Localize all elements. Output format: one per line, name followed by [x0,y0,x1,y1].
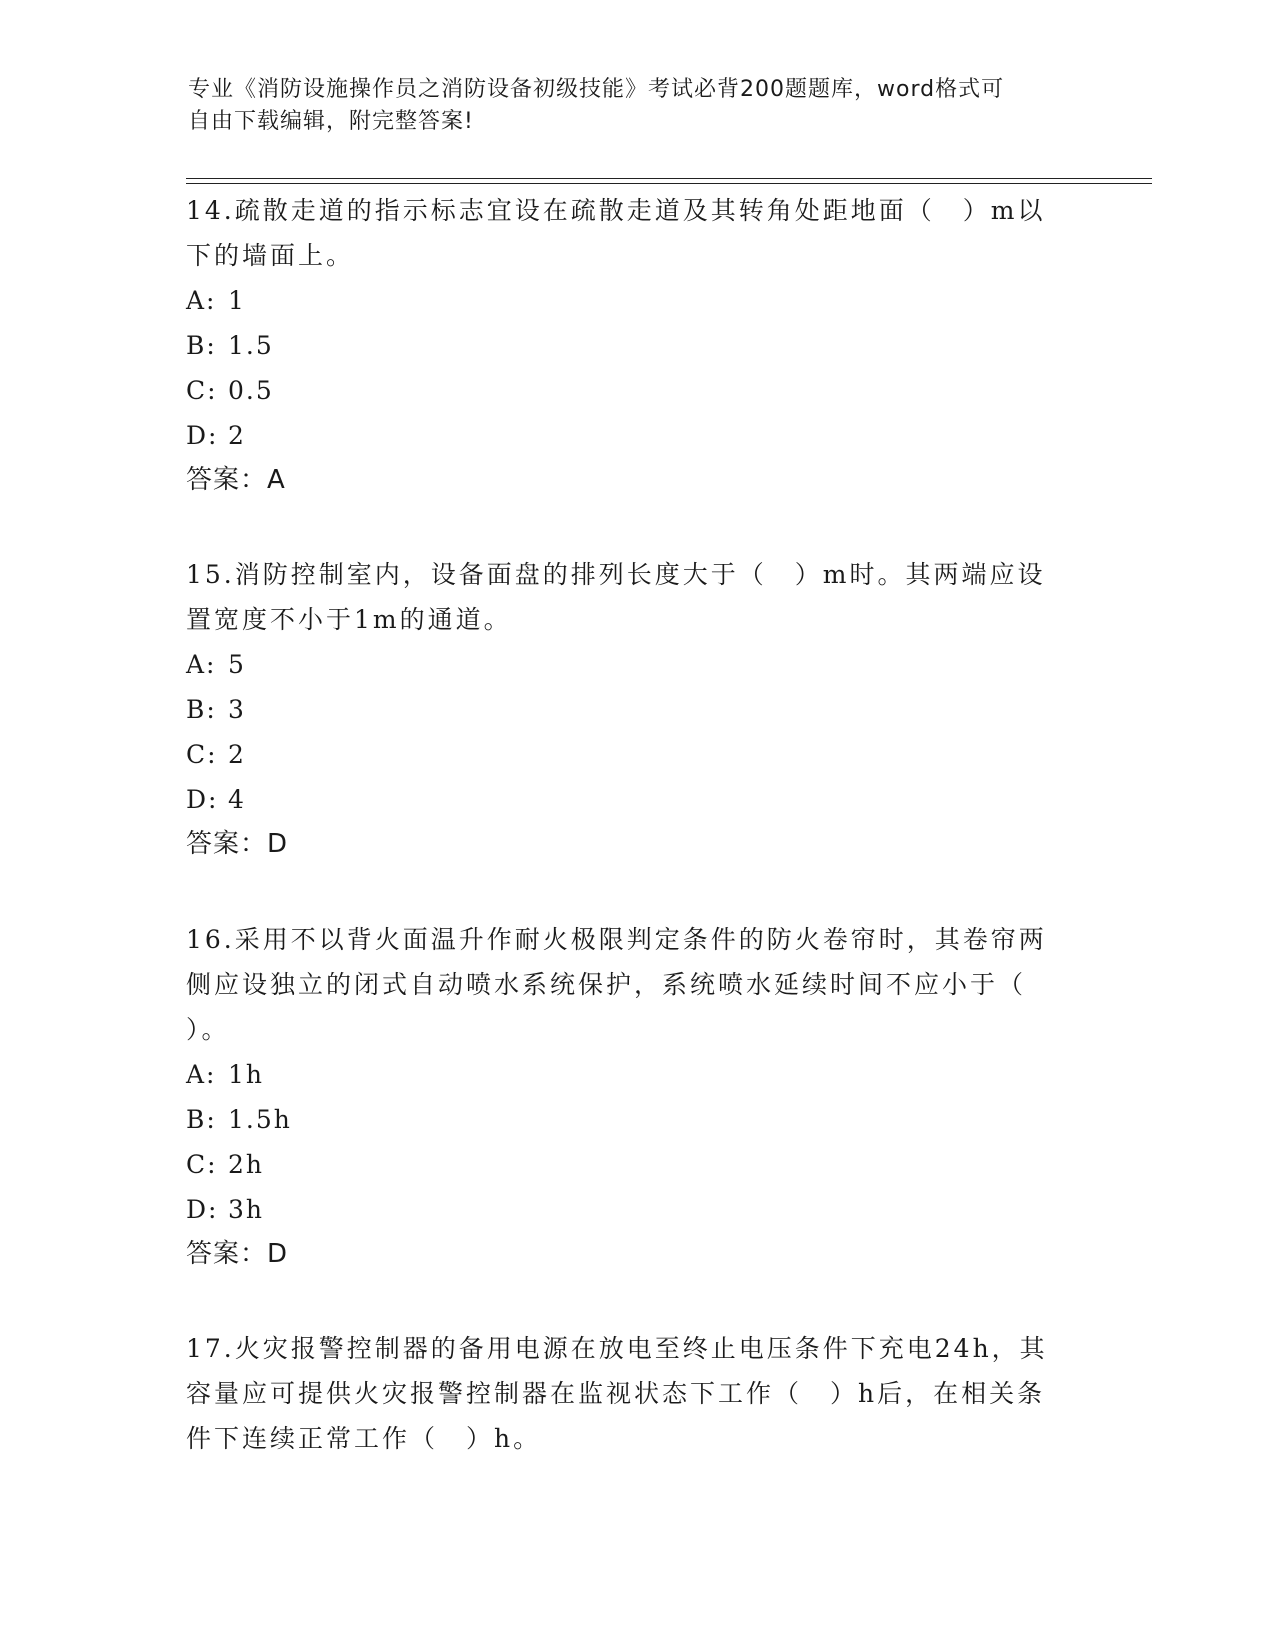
option-text: 2h [228,1150,265,1179]
question-14 [186,188,1066,503]
option-key: B: [186,1105,217,1134]
option-c [186,1142,1066,1187]
answer-label: 答案：A [186,465,286,495]
stem-line: ）。 [186,1015,230,1044]
option-a [186,1052,1066,1097]
question-15 [186,552,1066,867]
question-stem [186,552,1066,642]
option-text: 2 [228,421,246,450]
question-stem [186,917,1066,1052]
option-key: B: [186,331,217,360]
option-key: B: [186,695,217,724]
option-key: C: [186,740,218,769]
header-line-1: 专业《消防设施操作员之消防设备初级技能》考试必背200题题库，word格式可 [188,77,1005,102]
option-text: 4 [228,785,246,814]
stem-line: 下的墙面上。 [186,241,355,270]
option-c [186,732,1066,777]
question-16 [186,917,1066,1277]
answer-label: 答案：D [186,1239,289,1269]
option-key: D: [186,421,219,450]
stem-line: 14.疏散走道的指示标志宜设在疏散走道及其转角处距地面（ ）m以 [186,196,1046,225]
option-b [186,323,1066,368]
option-text: 3h [228,1195,265,1224]
option-key: A: [186,286,217,315]
header-line-2: 自由下载编辑，附完整答案! [188,109,474,134]
option-d [186,413,1066,458]
stem-line: 17.火灾报警控制器的备用电源在放电至终止电压条件下充电24h，其 [186,1334,1048,1363]
question-17 [186,1326,1066,1461]
option-d [186,1187,1066,1232]
stem-line: 16.采用不以背火面温升作耐火极限判定条件的防火卷帘时，其卷帘两 [186,925,1047,954]
option-a [186,278,1066,323]
question-stem [186,1326,1066,1461]
question-stem [186,188,1066,278]
option-text: 1 [228,286,246,315]
option-key: C: [186,1150,218,1179]
option-b [186,1097,1066,1142]
stem-line: 侧应设独立的闭式自动喷水系统保护，系统喷水延续时间不应小于（ [186,970,1027,999]
stem-line: 15.消防控制室内，设备面盘的排列长度大于（ ）m时。其两端应设 [186,560,1046,589]
option-text: 5 [228,650,246,679]
option-c [186,368,1066,413]
option-b [186,687,1066,732]
header-divider-bottom [186,183,1152,184]
option-text: 1.5h [228,1105,292,1134]
answer-label: 答案：D [186,829,289,859]
option-text: 1h [228,1060,265,1089]
header-divider-top [186,178,1152,179]
option-text: 3 [228,695,246,724]
option-text: 2 [228,740,246,769]
option-text: 1.5 [228,331,274,360]
option-a [186,642,1066,687]
option-key: D: [186,1195,219,1224]
document-header [188,74,1088,138]
stem-line: 置宽度不小于1m的通道。 [186,605,512,634]
option-key: D: [186,785,219,814]
stem-line: 件下连续正常工作（ ）h。 [186,1424,542,1453]
option-key: A: [186,1060,217,1089]
option-text: 0.5 [228,376,274,405]
option-d [186,777,1066,822]
option-key: A: [186,650,217,679]
stem-line: 容量应可提供火灾报警控制器在监视状态下工作（ ）h后，在相关条 [186,1379,1046,1408]
option-key: C: [186,376,218,405]
